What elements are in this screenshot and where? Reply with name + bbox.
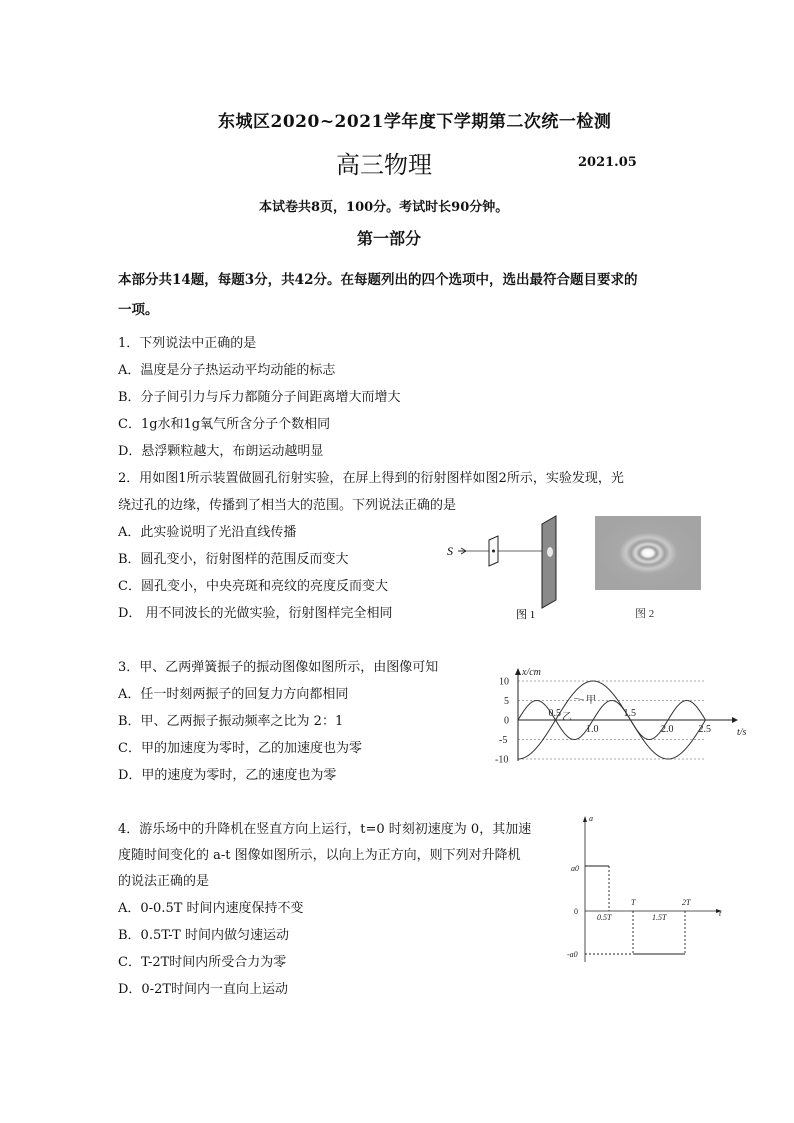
- q4-option-a: A．0-0.5T 时间内速度保持不变: [118, 901, 304, 916]
- q1-option-d: D．悬浮颗粒越大，布朗运动越明显: [118, 444, 324, 459]
- figure-2-caption: 图 2: [635, 608, 655, 620]
- q4-acceleration-graph: [560, 812, 730, 972]
- q3-ytick-label: 10: [499, 676, 509, 688]
- q3-ytick-label: 0: [504, 715, 509, 727]
- q2-option-b: B．圆孔变小，衍射图样的范围反而变大: [118, 552, 349, 567]
- instructions-line-1: 本部分共14题，每题3分，共42分。在每题列出的四个选项中，选出最符合题目要求的: [118, 272, 638, 288]
- q3-option-a: A．任一时刻两振子的回复力方向都相同: [118, 687, 349, 702]
- q2-option-c: C．圆孔变小，中央亮斑和亮纹的亮度反而变大: [118, 579, 388, 594]
- q3-xtick-label: 0.5: [548, 708, 561, 719]
- q2-option-d: D． 用不同波长的光做实验，衍射图样完全相同: [118, 606, 393, 621]
- q4-label-a0: a0: [571, 864, 579, 873]
- q4-tick-t: T: [631, 898, 636, 907]
- q3-stem: 3．甲、乙两弹簧振子的振动图像如图所示，由图像可知: [118, 660, 439, 675]
- q4-a-axis-arrow: [583, 816, 587, 822]
- q4-label-zero: 0: [574, 907, 578, 916]
- q3-xlabel: t/s: [737, 727, 747, 738]
- q3-vibration-graph: [494, 663, 754, 767]
- q4-xlabel: t: [719, 909, 722, 918]
- q4-tick-onehalf-t: 1.5T: [652, 913, 667, 922]
- q3-label-yi: 乙: [562, 712, 572, 723]
- q3-xtick-label: 2.0: [661, 724, 674, 735]
- q2-option-a: A．此实验说明了光沿直线传播: [118, 525, 297, 540]
- subject-title: 高三物理: [336, 151, 432, 179]
- figure-1-caption: 图 1: [516, 609, 536, 621]
- aperture-hole: [492, 550, 495, 553]
- q3-ytick-label: -10: [495, 754, 509, 766]
- q3-x-axis-arrow: [515, 668, 521, 675]
- exam-info: 本试卷共8页，100分。考试时长90分钟。: [259, 200, 509, 215]
- q4-label-neg-a0: -a0: [567, 950, 578, 959]
- screen-spot: [547, 547, 553, 557]
- figure-2-diffraction-pattern: [595, 516, 701, 622]
- instructions-line-2: 一项。: [118, 302, 159, 318]
- q1-option-c: C．1g水和1g氧气所含分子个数相同: [118, 417, 331, 432]
- q4-stem-line-2: 度随时间变化的 a-t 图像如图所示，以向上为正方向，则下列对升降机: [118, 848, 521, 863]
- q3-xtick-label: 2.5: [698, 724, 711, 735]
- q4-ylabel: a: [589, 814, 593, 823]
- q3-option-c: C．甲的加速度为零时，乙的加速度也为零: [118, 741, 362, 756]
- q3-t-axis-arrow: [732, 717, 738, 723]
- q4-stem-line-3: 的说法正确的是: [118, 874, 210, 889]
- q4-tick-half-t: 0.5T: [597, 913, 612, 922]
- exam-date: 2021.05: [578, 155, 637, 170]
- q4-tick-two-t: 2T: [682, 898, 691, 907]
- q4-plot-lines: [585, 866, 685, 954]
- exam-title: 东城区2020~2021学年度下学期第二次统一检测: [218, 112, 612, 132]
- q4-stem-line-1: 4．游乐场中的升降机在竖直方向上运行，t=0 时刻初速度为 0，其加速: [118, 822, 532, 837]
- figure-1-apparatus: [444, 512, 584, 624]
- screen: [542, 516, 556, 608]
- q4-option-b: B．0.5T-T 时间内做匀速运动: [118, 928, 289, 943]
- q4-option-c: C．T-2T时间内所受合力为零: [118, 955, 287, 970]
- q3-ytick-label: -5: [499, 735, 508, 746]
- q3-label-jia: 甲: [586, 695, 596, 706]
- q1-stem: 1．下列说法中正确的是: [118, 336, 257, 351]
- q2-stem-line-2: 绕过孔的边缘，传播到了相当大的范围。下列说法正确的是: [118, 498, 457, 513]
- q1-option-a: A．温度是分子热运动平均动能的标志: [118, 363, 336, 378]
- q3-option-d: D．甲的速度为零时，乙的速度也为零: [118, 768, 337, 783]
- q3-y-ticks: [495, 677, 509, 766]
- q1-option-b: B．分子间引力与斥力都随分子间距离增大而增大: [118, 390, 401, 405]
- q3-xtick-label: 1.5: [623, 708, 636, 719]
- q2-stem-line-1: 2．用如图1所示装置做圆孔衍射实验，在屏上得到的衍射图样如图2所示，实验发现，光: [118, 471, 624, 486]
- part-title: 第一部分: [357, 229, 422, 248]
- q3-xtick-label: 1.0: [586, 724, 599, 735]
- diffraction-image: [595, 516, 701, 590]
- q3-ytick-label: 5: [504, 696, 509, 707]
- q3-x-ticks: [549, 708, 712, 735]
- q3-ylabel: x/cm: [522, 667, 541, 678]
- q4-option-d: D．0-2T时间内一直向上运动: [118, 982, 289, 997]
- q3-option-b: B．甲、乙两振子振动频率之比为 2：1: [118, 714, 344, 729]
- light-source-label: S: [447, 544, 453, 558]
- q3-leader-jia: [574, 698, 584, 700]
